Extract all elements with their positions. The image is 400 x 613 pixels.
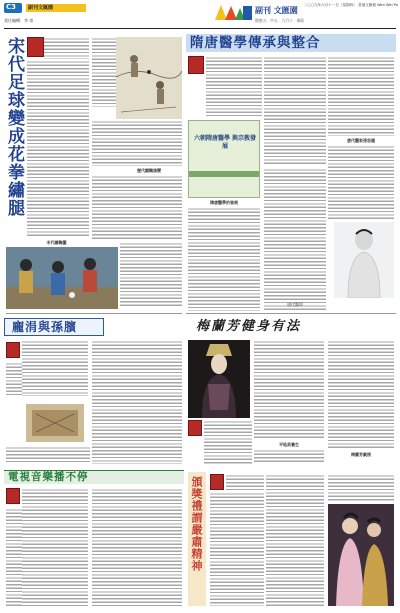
meilanfang-article bbox=[186, 318, 396, 468]
spirit-photo-illustration bbox=[328, 504, 394, 606]
football-text-col-4 bbox=[92, 120, 182, 166]
pangjuan-text-col-2 bbox=[6, 362, 22, 396]
meilanfang-photo-caption: 梅蘭芳劇照 bbox=[351, 452, 371, 457]
football-painting bbox=[116, 37, 182, 119]
pangjuan-article bbox=[4, 318, 184, 468]
medicine-text-col-4 bbox=[264, 168, 326, 311]
football-text-col-1 bbox=[27, 60, 89, 238]
tv-article bbox=[4, 470, 184, 610]
spirit-article bbox=[186, 470, 396, 610]
tv-text-col-1 bbox=[22, 488, 88, 606]
logo-text: 副刊 文匯園 bbox=[255, 5, 298, 15]
pangjuan-text-col-1 bbox=[22, 340, 88, 396]
spirit-stamp-icon bbox=[210, 474, 224, 490]
football-photo bbox=[6, 247, 118, 309]
medicine-text-col-1 bbox=[264, 56, 326, 166]
pangjuan-photo bbox=[26, 404, 84, 442]
spirit-text-col-2 bbox=[226, 474, 264, 490]
tv-stamp-icon bbox=[6, 488, 20, 504]
medicine-statue-caption: 唐代醫家孫思邈 bbox=[347, 138, 375, 143]
spirit-title: 頒獎禮謂嚴肅精神 bbox=[190, 476, 203, 572]
logo-graphic bbox=[213, 2, 253, 22]
pangjuan-text-col-4 bbox=[6, 446, 90, 464]
meilanfang-text-col-2 bbox=[254, 340, 324, 438]
tv-text-col-3 bbox=[92, 488, 182, 606]
football-photo-caption: 宋代蹴鞠圖 bbox=[46, 240, 67, 245]
football-article bbox=[4, 32, 184, 315]
medicine-stamp-icon bbox=[188, 56, 204, 74]
medicine-bottom-rule bbox=[186, 313, 396, 314]
book-stripe bbox=[189, 171, 260, 177]
tv-title: 電視音樂播不停 bbox=[8, 471, 89, 483]
sub-line: 隋唐五．中五．九月十．郵政 bbox=[255, 18, 305, 23]
football-photo-illustration bbox=[6, 247, 118, 309]
meilanfang-stamp-icon bbox=[188, 420, 202, 436]
page-number: C3 bbox=[6, 3, 17, 11]
medicine-statue-photo bbox=[334, 222, 394, 298]
statue-illustration bbox=[334, 222, 394, 298]
spirit-photo bbox=[328, 504, 394, 606]
medicine-title: 隋唐醫學傳承與整合 bbox=[190, 35, 321, 51]
section-tag: 副刊文匯園 bbox=[26, 4, 86, 12]
meilanfang-photo-illustration bbox=[188, 340, 250, 418]
book-title: 六朝隋唐醫學 與宗教發展 bbox=[193, 135, 257, 150]
masthead bbox=[0, 0, 400, 34]
tv-text-col-2 bbox=[6, 508, 22, 606]
medicine-article bbox=[186, 32, 396, 315]
football-text-col-3 bbox=[92, 37, 116, 107]
meilanfang-text-col-3 bbox=[254, 449, 324, 464]
medicine-book-caption: 隋唐醫學的發展 bbox=[210, 200, 238, 205]
meilanfang-title: 梅蘭芳健身有法 bbox=[196, 319, 302, 334]
football-text-col-2 bbox=[44, 37, 89, 59]
editor-line: 責任編輯：李 豪 bbox=[4, 18, 34, 23]
football-photo-caption-2: 歷代蹴鞠演變 bbox=[137, 168, 161, 173]
meilanfang-photo-caption-2: 平地美養生 bbox=[279, 442, 299, 447]
meilanfang-text-col-4 bbox=[328, 340, 394, 450]
spirit-text-col-3 bbox=[266, 474, 324, 606]
masthead-rule bbox=[4, 28, 396, 29]
football-stamp-icon bbox=[27, 37, 44, 57]
date-line: 二○○九年六月十一日（星期四） 香港文匯報 Wen Wei Po bbox=[303, 3, 398, 7]
football-text-col-6 bbox=[120, 242, 182, 308]
spirit-text-col-4 bbox=[328, 474, 394, 502]
meilanfang-photo bbox=[188, 340, 250, 418]
medicine-text-col-3 bbox=[188, 207, 260, 311]
medicine-sub-caption: 唐代醫學 bbox=[287, 302, 303, 307]
football-bottom-rule bbox=[6, 313, 182, 314]
meilanfang-text-col-1 bbox=[204, 420, 252, 464]
pangjuan-photo-illustration bbox=[26, 404, 84, 442]
medicine-text-col-5 bbox=[328, 145, 394, 219]
football-title: 宋代足球變成花拳繡腿 bbox=[4, 37, 24, 217]
pangjuan-stamp-icon bbox=[6, 342, 20, 358]
medicine-book-cover bbox=[188, 120, 260, 198]
football-text-col-5 bbox=[92, 175, 182, 239]
medicine-text-col-2 bbox=[328, 56, 394, 136]
logo-emblem bbox=[213, 2, 253, 22]
pangjuan-title: 龐涓與孫臏 bbox=[12, 320, 78, 334]
pangjuan-text-col-3 bbox=[92, 340, 182, 464]
painting-illustration bbox=[116, 37, 182, 119]
medicine-text-intro bbox=[206, 56, 262, 116]
spirit-text-col-1 bbox=[210, 492, 264, 606]
